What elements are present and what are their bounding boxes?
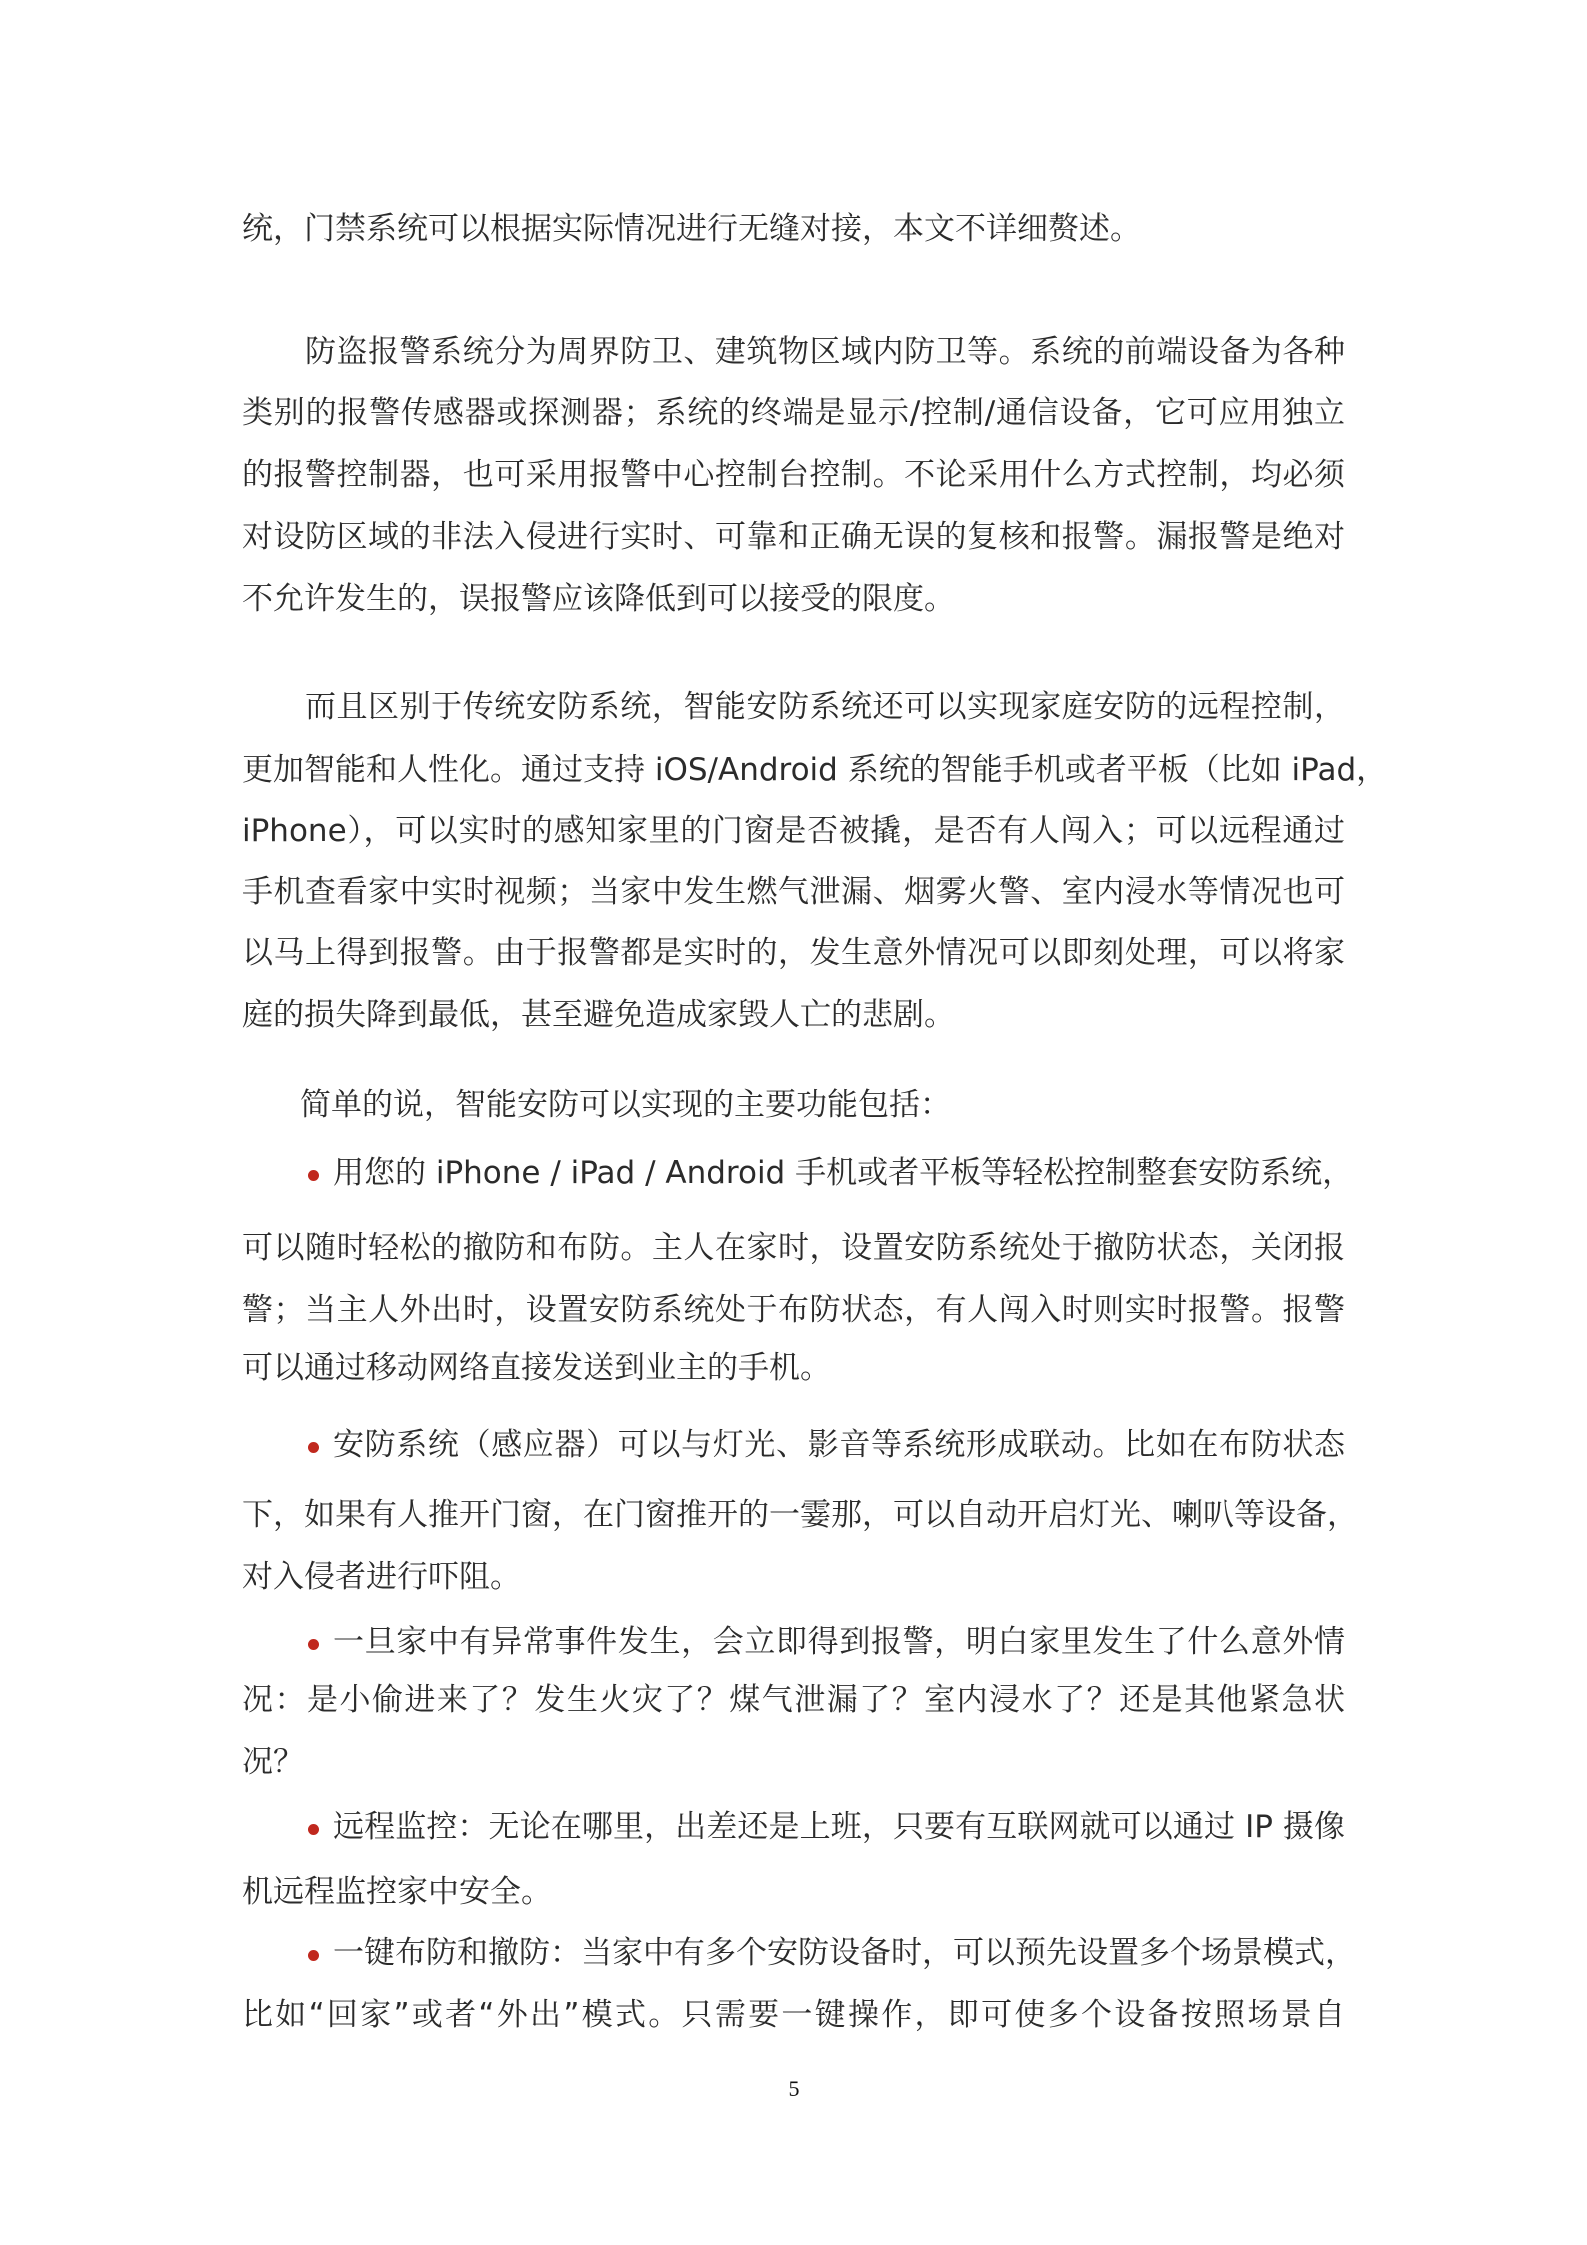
bullet-icon	[308, 1170, 319, 1181]
page-number: 5	[788, 2076, 800, 2101]
text-line: 下，如果有人推开门窗，在门窗推开的一霎那，可以自动开启灯光、喇叭等设备，	[242, 1497, 1358, 1533]
text-line: 安防系统（感应器）可以与灯光、影音等系统形成联动。比如在布防状态	[333, 1427, 1345, 1463]
text-line: 类别的报警传感器或探测器；系统的终端是显示/控制/通信设备，它可应用独立	[242, 395, 1345, 431]
text-line: 况：是小偷进来了？发生火灾了？煤气泄漏了？室内浸水了？还是其他紧急状	[242, 1682, 1345, 1718]
text-line: 简单的说，智能安防可以实现的主要功能包括：	[300, 1087, 951, 1123]
text-line: 以马上得到报警。由于报警都是实时的，发生意外情况可以即刻处理，可以将家	[242, 935, 1345, 971]
bullet-icon	[308, 1950, 319, 1961]
text-line: 可以通过移动网络直接发送到业主的手机。	[242, 1350, 831, 1386]
text-line: 一键布防和撤防：当家中有多个安防设备时，可以预先设置多个场景模式，	[333, 1935, 1356, 1971]
bullet-icon	[308, 1639, 319, 1650]
text-line: 警；当主人外出时，设置安防系统处于布防状态，有人闯入时则实时报警。报警	[242, 1292, 1345, 1328]
text-line: 的报警控制器，也可采用报警中心控制台控制。不论采用什么方式控制，均必须	[242, 457, 1345, 493]
text-line: 对设防区域的非法入侵进行实时、可靠和正确无误的复核和报警。漏报警是绝对	[242, 519, 1345, 555]
text-line: 不允许发生的，误报警应该降低到可以接受的限度。	[242, 581, 955, 617]
text-line: 一旦家中有异常事件发生，会立即得到报警，明白家里发生了什么意外情	[333, 1624, 1345, 1660]
text-line: 统，门禁系统可以根据实际情况进行无缝对接，本文不详细赘述。	[242, 211, 1141, 247]
text-line: 庭的损失降到最低，甚至避免造成家毁人亡的悲剧。	[242, 997, 955, 1033]
text-line: 手机查看家中实时视频；当家中发生燃气泄漏、烟雾火警、室内浸水等情况也可	[242, 874, 1345, 910]
text-line: 况？	[242, 1744, 304, 1780]
text-line: 机远程监控家中安全。	[242, 1874, 552, 1910]
text-line: 用您的 iPhone / iPad / Android 手机或者平板等轻松控制整套安防系统，	[333, 1155, 1354, 1191]
bullet-icon	[308, 1442, 319, 1453]
text-line: 防盗报警系统分为周界防卫、建筑物区域内防卫等。系统的前端设备为各种	[305, 334, 1345, 370]
text-line: iPhone），可以实时的感知家里的门窗是否被撬，是否有人闯入；可以远程通过	[242, 813, 1345, 849]
text-line: 可以随时轻松的撤防和布防。主人在家时，设置安防系统处于撤防状态，关闭报	[242, 1230, 1345, 1266]
text-line: 远程监控：无论在哪里，出差还是上班，只要有互联网就可以通过 IP 摄像	[333, 1809, 1345, 1845]
bullet-icon	[308, 1824, 319, 1835]
text-line: 对入侵者进行吓阻。	[242, 1559, 521, 1595]
text-line: 更加智能和人性化。通过支持 iOS/Android 系统的智能手机或者平板（比如 iPad，	[242, 752, 1388, 788]
text-line: 而且区别于传统安防系统，智能安防系统还可以实现家庭安防的远程控制，	[305, 689, 1345, 725]
text-line: 比如“回家”或者“外出”模式。只需要一键操作，即可使多个设备按照场景自	[242, 1997, 1345, 2033]
